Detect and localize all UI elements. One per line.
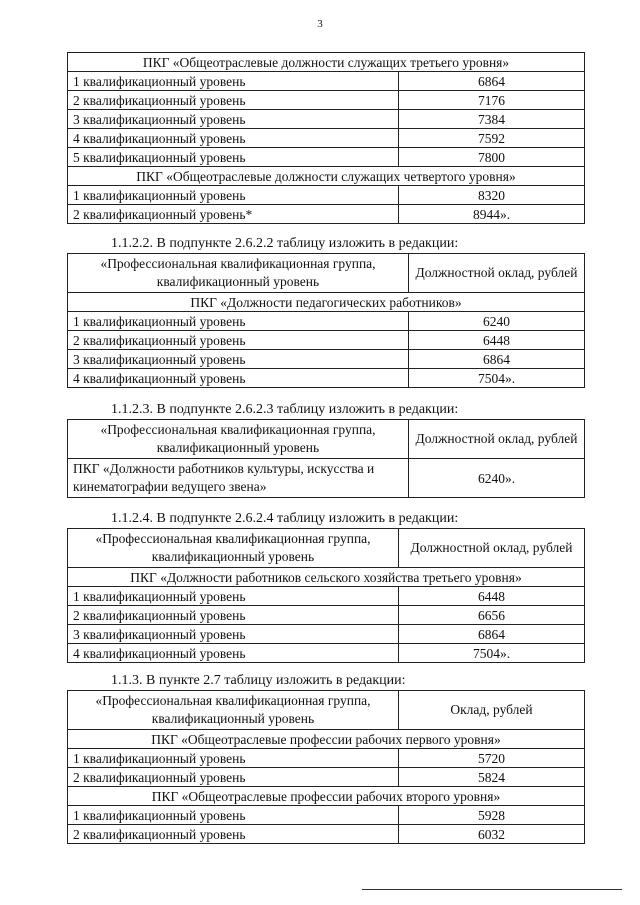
row-value: 6448	[399, 587, 585, 606]
table-row	[68, 205, 585, 224]
table-body	[68, 730, 585, 844]
table-row	[68, 606, 585, 625]
table-row	[68, 369, 585, 388]
row-value: 7504».	[409, 369, 585, 388]
table-header-row	[68, 691, 585, 730]
group-header-row	[68, 568, 585, 587]
row-label: ПКГ «Должности работников культуры, искусства и кинематографии ведущего звена»	[68, 459, 409, 498]
salary-table-4	[67, 528, 585, 663]
row-value: 6656	[399, 606, 585, 625]
row-value: 6864	[399, 72, 585, 91]
table-body	[68, 53, 585, 224]
section-caption: 1.1.2.3. В подпункте 2.6.2.3 таблицу изложить в редакции:	[111, 402, 459, 417]
salary-table-2	[67, 253, 585, 388]
row-value: 7504».	[399, 644, 585, 663]
row-label: 2 квалификационный уровень	[68, 768, 399, 787]
row-label: 4 квалификационный уровень	[68, 369, 409, 388]
table-header-row	[68, 529, 585, 568]
row-label: 1 квалификационный уровень	[68, 587, 399, 606]
table-row	[68, 312, 585, 331]
header-group-level: «Профессиональная квалификационная группа, квалификационный уровень	[68, 420, 409, 459]
header-salary: Должностной оклад, рублей	[409, 420, 585, 459]
row-label: 1 квалификационный уровень	[68, 72, 399, 91]
row-value: 6240».	[409, 459, 585, 498]
section-caption: 1.1.2.4. В подпункте 2.6.2.4 таблицу изложить в редакции:	[111, 511, 459, 526]
row-value: 7384	[399, 110, 585, 129]
table-row	[68, 749, 585, 768]
row-value: 6032	[399, 825, 585, 844]
row-value: 6864	[399, 625, 585, 644]
table-row	[68, 587, 585, 606]
group-header-row	[68, 787, 585, 806]
row-label: 2 квалификационный уровень	[68, 825, 399, 844]
row-value: 7176	[399, 91, 585, 110]
salary-table-3	[67, 419, 585, 498]
table-section-2	[67, 234, 584, 388]
header-salary: Оклад, рублей	[399, 691, 585, 730]
row-label: 2 квалификационный уровень*	[68, 205, 399, 224]
table-header-row	[68, 254, 585, 293]
table-body	[68, 293, 585, 388]
group-title: ПКГ «Общеотраслевые профессии рабочих второго уровня»	[68, 787, 585, 806]
page-number: 3	[317, 18, 323, 30]
table-row	[68, 806, 585, 825]
group-title: ПКГ «Должности работников сельского хозяйства третьего уровня»	[68, 568, 585, 587]
salary-table-1	[67, 52, 585, 224]
table-row	[68, 825, 585, 844]
group-header-row	[68, 53, 585, 72]
table-row	[68, 148, 585, 167]
group-title: ПКГ «Общеотраслевые профессии рабочих первого уровня»	[68, 730, 585, 749]
section-caption: 1.1.2.2. В подпункте 2.6.2.2 таблицу изложить в редакции:	[111, 236, 459, 251]
row-label: 2 квалификационный уровень	[68, 331, 409, 350]
table-row	[68, 110, 585, 129]
table-row	[68, 644, 585, 663]
header-group-level: «Профессиональная квалификационная группа, квалификационный уровень	[68, 254, 409, 293]
table-section-3	[67, 400, 584, 498]
table-header-row	[68, 420, 585, 459]
row-label: 4 квалификационный уровень	[68, 644, 399, 663]
header-group-level: «Профессиональная квалификационная группа, квалификационный уровень	[68, 529, 399, 568]
row-label: 2 квалификационный уровень	[68, 91, 399, 110]
row-value: 6240	[409, 312, 585, 331]
row-label: 3 квалификационный уровень	[68, 350, 409, 369]
row-label: 1 квалификационный уровень	[68, 312, 409, 331]
row-label: 5 квалификационный уровень	[68, 148, 399, 167]
header-salary: Должностной оклад, рублей	[409, 254, 585, 293]
group-title: ПКГ «Общеотраслевые должности служащих четвертого уровня»	[68, 167, 585, 186]
group-header-row	[68, 730, 585, 749]
row-label: 1 квалификационный уровень	[68, 186, 399, 205]
table-section-1	[67, 52, 584, 224]
group-header-row	[68, 167, 585, 186]
group-title: ПКГ «Должности педагогических работников»	[68, 293, 585, 312]
row-label: 4 квалификационный уровень	[68, 129, 399, 148]
table-row	[68, 459, 585, 498]
table-row	[68, 331, 585, 350]
row-label: 3 квалификационный уровень	[68, 625, 399, 644]
table-row	[68, 72, 585, 91]
row-value: 8944».	[399, 205, 585, 224]
row-value: 8320	[399, 186, 585, 205]
table-row	[68, 768, 585, 787]
table-row	[68, 186, 585, 205]
table-body	[68, 568, 585, 663]
row-label: 3 квалификационный уровень	[68, 110, 399, 129]
header-group-level: «Профессиональная квалификационная группа, квалификационный уровень	[68, 691, 399, 730]
row-label: 1 квалификационный уровень	[68, 749, 399, 768]
row-value: 5824	[399, 768, 585, 787]
salary-table-5	[67, 690, 585, 844]
section-caption: 1.1.3. В пункте 2.7 таблицу изложить в редакции:	[111, 673, 406, 688]
row-value: 5928	[399, 806, 585, 825]
row-value: 7592	[399, 129, 585, 148]
row-label: 1 квалификационный уровень	[68, 806, 399, 825]
table-row	[68, 625, 585, 644]
table-section-4	[67, 509, 584, 663]
group-title: ПКГ «Общеотраслевые должности служащих третьего уровня»	[68, 53, 585, 72]
row-label: 2 квалификационный уровень	[68, 606, 399, 625]
table-row	[68, 91, 585, 110]
row-value: 7800	[399, 148, 585, 167]
header-salary: Должностной оклад, рублей	[399, 529, 585, 568]
table-section-5	[67, 671, 584, 844]
row-value: 6448	[409, 331, 585, 350]
group-header-row	[68, 293, 585, 312]
table-row	[68, 129, 585, 148]
row-value: 6864	[409, 350, 585, 369]
row-value: 5720	[399, 749, 585, 768]
footer-divider	[362, 889, 622, 890]
table-row	[68, 350, 585, 369]
